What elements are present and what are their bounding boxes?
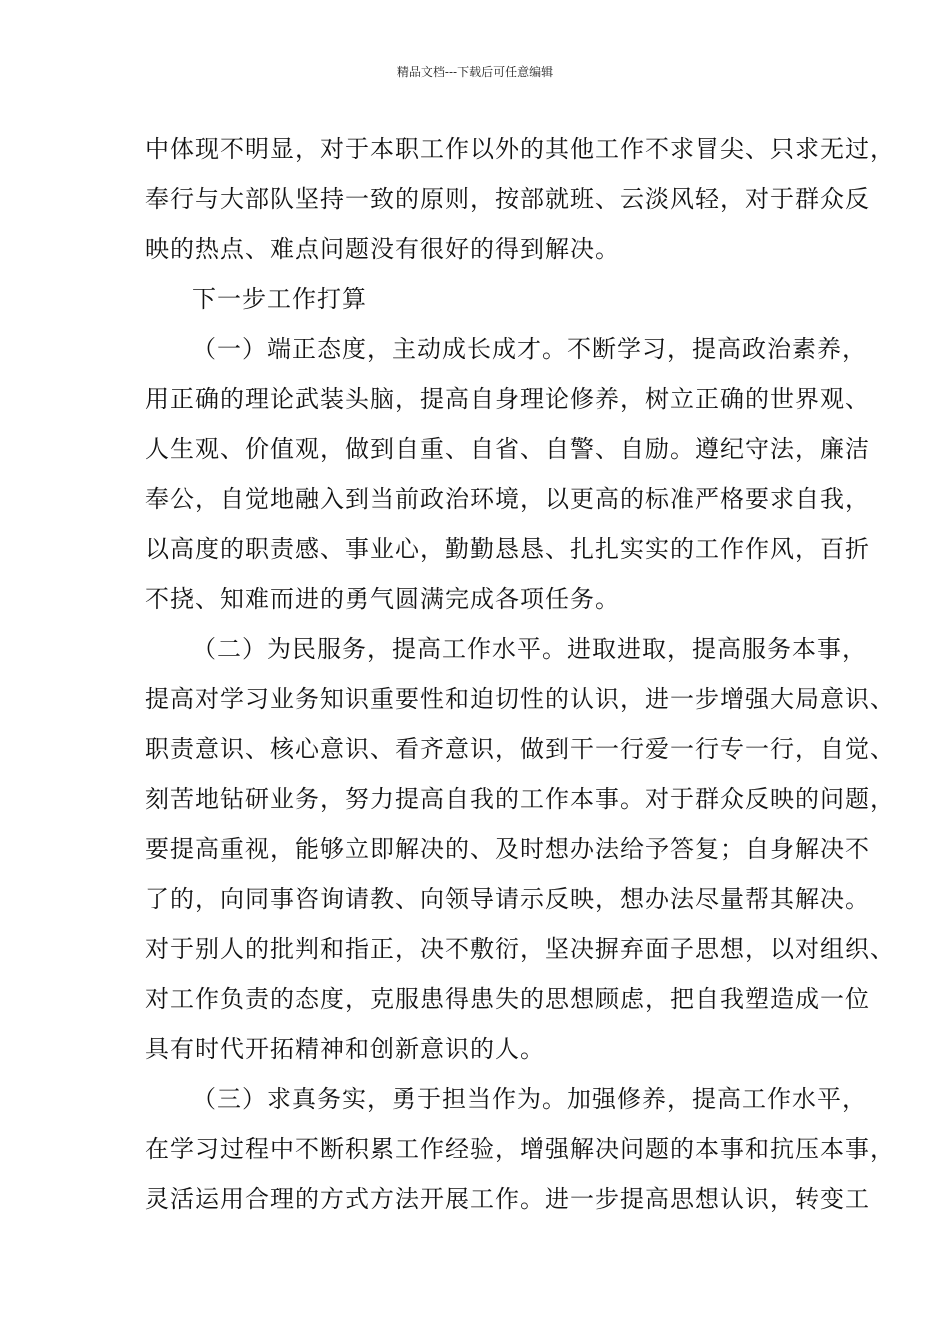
text-line: 具有时代开拓精神和创新意识的人。 (145, 1035, 545, 1063)
text-line: 在学习过程中不断积累工作经验，增强解决问题的本事和抗压本事， (145, 1135, 895, 1163)
text-line: 灵活运用合理的方式方法开展工作。进一步提高思想认识，转变工 (145, 1185, 870, 1213)
text-line: 提高对学习业务知识重要性和迫切性的认识，进一步增强大局意识、 (145, 685, 895, 713)
paragraph-start: （三）求真务实，勇于担当作为。加强修养，提高工作水平， (192, 1085, 867, 1113)
text-line: 人生观、价值观，做到自重、自省、自警、自励。遵纪守法，廉洁 (145, 435, 870, 463)
text-line: 映的热点、难点问题没有很好的得到解决。 (145, 235, 620, 263)
text-line: 要提高重视，能够立即解决的、及时想办法给予答复；自身解决不 (145, 835, 870, 863)
text-line: 对于别人的批判和指正，决不敷衍，坚决摒弃面子思想，以对组织、 (145, 935, 895, 963)
text-line: 中体现不明显，对于本职工作以外的其他工作不求冒尖、只求无过， (145, 135, 895, 163)
paragraph-start: （一）端正态度，主动成长成才。不断学习，提高政治素养， (192, 335, 867, 363)
section-heading: 下一步工作打算 (192, 285, 367, 313)
text-line: 对工作负责的态度，克服患得患失的思想顾虑，把自我塑造成一位 (145, 985, 870, 1013)
text-line: 奉公，自觉地融入到当前政治环境，以更高的标准严格要求自我， (145, 485, 870, 513)
text-line: 以高度的职责感、事业心，勤勤恳恳、扎扎实实的工作作风，百折 (145, 535, 870, 563)
page-header: 精品文档---下载后可任意编辑 (396, 65, 554, 79)
paragraph-start: （二）为民服务，提高工作水平。进取进取，提高服务本事， (192, 635, 867, 663)
text-line: 刻苦地钻研业务，努力提高自我的工作本事。对于群众反映的问题， (145, 785, 895, 813)
text-line: 不挠、知难而进的勇气圆满完成各项任务。 (145, 585, 620, 613)
text-line: 奉行与大部队坚持一致的原则，按部就班、云淡风轻，对于群众反 (145, 185, 870, 213)
text-line: 职责意识、核心意识、看齐意识，做到干一行爱一行专一行，自觉、 (145, 735, 895, 763)
text-line: 用正确的理论武装头脑，提高自身理论修养，树立正确的世界观、 (145, 385, 870, 413)
text-line: 了的，向同事咨询请教、向领导请示反映，想办法尽量帮其解决。 (145, 885, 870, 913)
